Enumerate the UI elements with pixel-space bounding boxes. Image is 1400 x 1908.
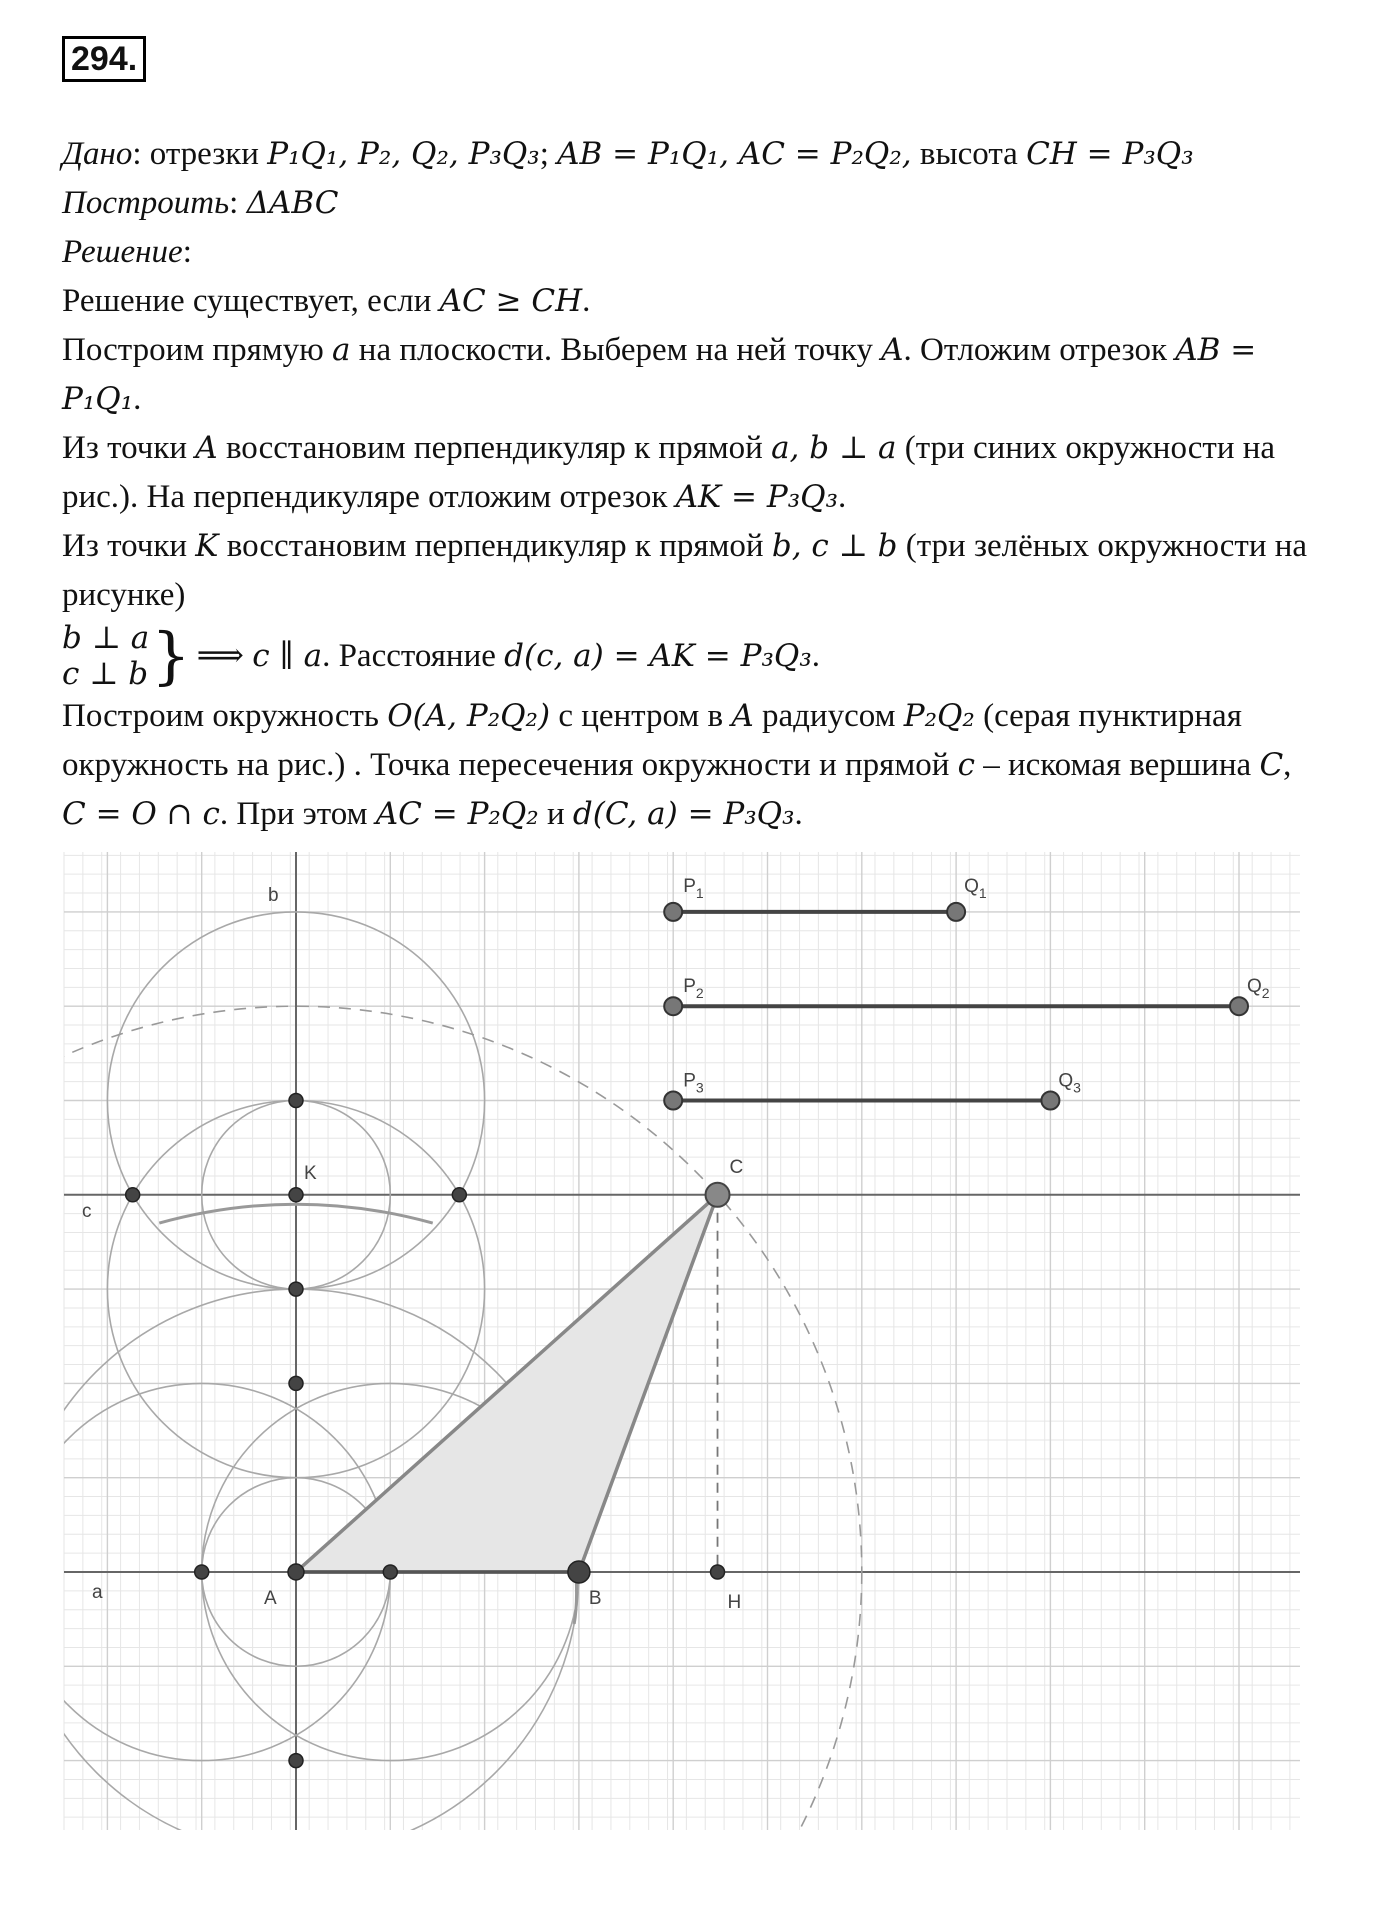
- label-p3: $P_3$: [683, 1070, 704, 1096]
- text-run: .: [582, 283, 591, 319]
- math-expression: O(A, P₂Q₂): [387, 698, 551, 734]
- text-run: окружность на рис.) . Точка пересечения окружности и прямой: [62, 747, 958, 783]
- math-expression: AB = P₁Q₁, AC = P₂Q₂,: [557, 136, 912, 172]
- point-c-left: [126, 1188, 140, 1202]
- math-expression: a, b ⊥ a: [771, 430, 897, 466]
- math-expression: C: [1259, 747, 1284, 783]
- math-expression: AK = P₃Q₃: [675, 479, 838, 515]
- point-p2: [664, 997, 682, 1015]
- text-run: Из точки: [62, 430, 196, 466]
- geometry: [0, 852, 1300, 1908]
- math-expression: P₁Q₁: [62, 381, 134, 417]
- text-run: .: [838, 479, 847, 515]
- text-run: Построить: [62, 185, 230, 221]
- math-expression: A: [881, 332, 904, 368]
- text-run: (три зелёных окружности на: [897, 528, 1308, 564]
- point-k-upper: [289, 1094, 303, 1108]
- math-expression: d(C, a) = P₃Q₃: [572, 796, 795, 832]
- text-run: . Расстояние: [322, 637, 505, 674]
- text-run: . Отложим отрезок: [903, 332, 1176, 368]
- math-expression: c ∥ a: [252, 637, 323, 674]
- construction-group: [0, 852, 1300, 1908]
- text-run: .: [133, 381, 142, 417]
- text-run: Дано: [62, 136, 133, 172]
- point-a-left: [195, 1565, 209, 1579]
- point-b-lower: [289, 1754, 303, 1768]
- point-a: [288, 1564, 304, 1580]
- text-run: на плоскости. Выберем на ней точку: [350, 332, 882, 368]
- text-run: Из точки: [62, 528, 196, 564]
- label-c: C: [729, 1156, 744, 1178]
- problem-number: 294.: [62, 36, 146, 82]
- math-expression: CH = P₃Q₃: [1026, 136, 1194, 172]
- text-run: ⟹: [196, 637, 253, 674]
- text-run: рис.). На перпендикуляре отложим отрезок: [62, 479, 676, 515]
- math-expression: K: [195, 528, 219, 564]
- point-q1: [947, 903, 965, 921]
- label-p1: $P_1$: [683, 875, 704, 901]
- math-expression: ΔABC: [246, 185, 339, 221]
- text-run: Построим окружность: [62, 698, 388, 734]
- label-q1: $Q_1$: [964, 875, 987, 901]
- text-run: ;: [539, 136, 558, 172]
- point-p1: [664, 903, 682, 921]
- math-expression: P₂Q₂: [903, 698, 975, 734]
- system-row-2: c ⊥ b: [62, 656, 149, 692]
- point-a-right: [383, 1565, 397, 1579]
- text-run: восстановим перпендикуляр к прямой: [217, 430, 772, 466]
- right-brace: }: [151, 619, 191, 692]
- math-expression: A: [195, 430, 218, 466]
- text-run: . При этом: [219, 796, 376, 832]
- label-h: H: [727, 1592, 742, 1613]
- math-expression: c: [957, 747, 975, 783]
- math-expression: d(c, a) = AK = P₃Q₃: [504, 637, 812, 674]
- point-q2: [1230, 997, 1248, 1015]
- math-expression: P₁Q₁, P₂, Q₂, P₃Q₃: [267, 136, 540, 172]
- math-expression: AC ≥ CH: [439, 283, 583, 319]
- text-run: : отрезки: [132, 136, 268, 172]
- label-p2: $P_2$: [683, 976, 704, 1002]
- text-run: :: [229, 185, 247, 221]
- system-row-1: b ⊥ a: [62, 620, 150, 656]
- text-run: (серая пунктирная: [974, 698, 1242, 734]
- math-expression: AB =: [1175, 332, 1257, 368]
- math-expression: b, c ⊥ b: [771, 528, 898, 564]
- point-h: [711, 1565, 725, 1579]
- text-run: радиусом: [753, 698, 904, 734]
- label-line_a: a: [92, 1582, 103, 1603]
- math-expression: a: [332, 332, 351, 368]
- text-run: и: [538, 796, 573, 832]
- label-k: K: [304, 1162, 317, 1184]
- text-run: .: [794, 796, 803, 832]
- text-run: высота: [911, 136, 1027, 172]
- math-expression: C = O ∩ c: [62, 796, 220, 832]
- text-run: Решение: [62, 234, 183, 270]
- label-line_c: c: [82, 1200, 92, 1222]
- point-b: [568, 1561, 590, 1583]
- point-c-right: [452, 1188, 466, 1202]
- label-b: B: [588, 1588, 602, 1609]
- point-b-upper: [289, 1376, 303, 1390]
- label-q2: $Q_2$: [1247, 976, 1270, 1002]
- label-line_b: b: [268, 885, 279, 907]
- label-q3: $Q_3$: [1058, 1070, 1081, 1096]
- text-run: .: [811, 637, 821, 674]
- math-expression: A: [731, 698, 754, 734]
- text-run: с центром в: [550, 698, 732, 734]
- text-run: Решение существует, если: [62, 283, 440, 319]
- text-run: Построим прямую: [62, 332, 333, 368]
- point-k: [289, 1188, 303, 1202]
- text-run: :: [182, 234, 192, 270]
- point-p3: [664, 1092, 682, 1110]
- text-run: – искомая вершина: [975, 747, 1260, 783]
- text-run: ,: [1283, 747, 1292, 783]
- point-k-lower: [289, 1282, 303, 1296]
- math-expression: AC = P₂Q₂: [375, 796, 539, 832]
- text-run: рисунке): [62, 577, 186, 613]
- point-q3: [1041, 1092, 1059, 1110]
- label-a: A: [264, 1588, 277, 1609]
- text-run: (три синих окружности на: [896, 430, 1276, 466]
- point-c: [706, 1183, 730, 1207]
- text-run: восстановим перпендикуляр к прямой: [218, 528, 772, 564]
- grid: [64, 852, 1300, 1830]
